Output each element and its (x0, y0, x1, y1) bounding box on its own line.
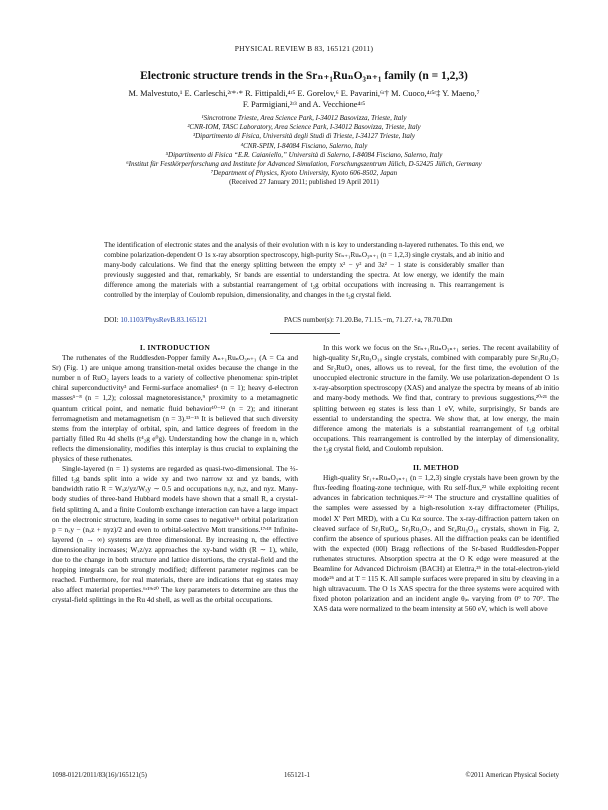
affiliation: ²CNR-IOM, TASC Laboratory, Area Science Park, I-34012 Basovizza, Trieste, Italy (187, 123, 421, 132)
affiliation-list (40, 114, 568, 188)
copyright: ©2011 American Physical Society (465, 772, 559, 779)
abstract: The identification of electronic states and the analysis of their evolution with n is key to understanding n-layered ruthenates. To this end, we combine polarization-dependent O 1s x-ray absorption spectroscopy, high-purity Srₙ₊₁RuₙO₃ₙ₊₁ (n = 1,2,3) single crystals, and ab initio and many-body calculations. We find that the energy splitting between the empty x² − y² and 3z² − 1 state is considerably smaller than previously suggested and that, remarkably, Sr bands are essential to understanding the spectra. At low energy, we identify the main difference among the materials with a substantial rearrangement of t₂g orbital occupations with increasing n. This rearrangement is controlled by the interplay of Coulomb repulsion, dimensionality, and changes in the t₂g crystal field. (104, 241, 504, 299)
affiliation: ⁶Institut für Festkörperforschung and Institute for Advanced Simulation, Forschungszentrum Jülich, D-52425 Jülich, Germany (126, 160, 482, 169)
doi-link[interactable]: 10.1103/PhysRevB.83.165121 (120, 316, 208, 324)
affiliation: ⁷Department of Physics, Kyoto University, Kyoto 606-8502, Japan (210, 169, 398, 178)
doi-label: DOI: (104, 316, 119, 324)
affiliation: ⁵Dipartimento di Fisica “E.R. Caianiello,” Università di Salerno, I-84084 Fisciano, Salerno, Italy (165, 150, 443, 159)
paper-title: Electronic structure trends in the Srₙ₊₁RuₙO₃ₙ₊₁ family (n = 1,2,3) (140, 70, 468, 82)
paragraph: The ruthenates of the Ruddlesden-Popper family Aₙ₊₁RuₙO₃ₙ₊₁ (A = Ca and Sr) (Fig. 1) are unique among transition-metal oxides because the change in the number n of RuO₂ layers leads to a variety of collective phenomena: spin-triplet chiral superconductivity³ and Fermi-surface anomalies⁴ (n = 1); heavy d-electron masses⁵⁻⁸ (n = 1,2); colossal magnetoresistance,⁹ proximity to a metamagnetic quantum critical point, and nematic fluid behavior¹⁰⁻¹² (n = 2); and itinerant ferromagnetism and metamagnetism (n = 3).¹³⁻¹⁵ It is believed that such diversity stems from the interplay of orbital, spin, and lattice degrees of freedom in the partially filled Ru 4d shells (t⁴₂g e⁰g). Understanding how the change in n, which reflects the dimensionality, modifies this interplay is thus crucial to explaining the physics of these ruthenates. (52, 353, 298, 464)
header-divider (270, 333, 340, 334)
author-list (60, 88, 548, 111)
received-dates: (Received 27 January 2011; published 19 April 2011) (229, 178, 379, 187)
paragraph: Single-layered (n = 1) systems are regarded as quasi-two-dimensional. The ⅔-filled t₂g bands split into a wide xy and two narrow xz and yz bands, with bandwidth ratio R = Wₓz/yz/Wₓy ∼ 0.5 and occupations nₓy, nₓz, and nyz. Many-body studies of three-band Hubbard models have shown that a small R, a crystal-field splitting Δ, and a finite Coulomb exchange interaction can have a large impact on the electronic structure, leading in some cases to negative¹⁶ orbital polarization p = nₓy − (nₓz + nyz)/2 and even to orbital-selective Mott transitions.¹⁷ʳ¹⁸ Infinite-layered (n → ∞) systems are three dimensional. By increasing n, the effective dimensionality increases; Wₓz/yz approaches the xy-band width (R ∼ 1), while, due to the change in both structure and lattice distortions, the crystal-field and the hopping integrals can be strongly modified; different parameter regimes can be reached. Furthermore, for real materials, there are indications that eɡ states may also affect material properties.⁶ʳ¹⁹ʳ²⁰ The key parameters to determine are thus the crystal-field splittings in the Ru 4d shell, as well as the orbital occupations. (52, 464, 298, 605)
affiliation: ¹Sincrotrone Trieste, Area Science Park, I-34012 Basovizza, Trieste, Italy (201, 114, 407, 122)
paragraph: In this work we focus on the Srₙ₊₁RuₙO₃ₙ₊₁ series. The recent availability of high-quality Sr₄Ru₃O₁₀ single crystals, combined with comparably pure Sr₃Ru₂O₇ and Sr₂RuO₄ ones, allows us to reveal, for the first time, the evolution of the unoccupied electronic structure in the family. We use polarization-dependent O 1s x-ray-absorption spectroscopy (XAS) and analyze the spectra by means of ab initio and many-body methods. We find that, contrary to previous suggestions,²⁰ʳ²¹ the splitting between eɡ states is less than 1 eV, while, surprisingly, Sr bands are essential to understanding the spectra. We show that, at low energy, the main difference among the materials is a substantial rearrangement of t₂g orbital occupations. This rearrangement is controlled by the interplay of dimensionality, the t₂g crystal field, and Coulomb repulsion. (313, 343, 559, 453)
section-heading: II. METHOD (412, 463, 460, 473)
left-column (52, 343, 298, 605)
section-heading: I. INTRODUCTION (139, 343, 211, 352)
paragraph: High-quality Sr₁₊ₙRuₙO₃ₙ₊₁ (n = 1,2,3) single crystals have been grown by the flux-feeding floating-zone technique, with Ru self-flux,²² while exploiting recent advances in fabrication techniques.²²⁻²⁴ The structure and crystalline qualities of the samples were assessed by a high-resolution x-ray diffractometer (Philips, model X′ Pert MRD), with a Cu Kα source. The x-ray-diffraction pattern taken on cleaved surface of Sr₂RuO₄, Sr₃Ru₂O₇, and Sr₄Ru₃O₁₀ crystals, shown in Fig. 2, confirm the absence of spurious phases. All the diffraction peaks can be identified with the expected (00l) Bragg reflections of the Sr-based Ruddlesden-Popper ruthenates structures. Absorption spectra at the O K edge were measured at the Beamline for Advanced Dichroism (BACH) at Elettra,²⁵ in the total-electron-yield mode²⁶ and at T = 115 K. All sample surfaces were prepared in situ by cleaving in a high ultravacuum. The O 1s XAS spectra for the three systems were acquired with fixed photon polarization and an incident angle θᵢₙ varying from 0° to 70°. The XAS data were normalized to the beam intensity at 560 eV, which is well above (313, 473, 559, 614)
author-line: M. Malvestuto,¹ E. Carleschi,²ʳ*·* R. Fittipaldi,⁴ʳ⁵ E. Gorelov,⁶ E. Pavarini,⁶ʳ† M. Cuoco,⁴ʳ⁵ʳ‡ Y. Maeno,⁷ (128, 89, 480, 98)
author-line: F. Parmigiani,²ʳ³ and A. Vecchione⁴ʳ⁵ (242, 100, 366, 110)
affiliation: ³Dipartimento di Fisica, Università degli Studi di Trieste, I-34127 Trieste, Italy (192, 132, 415, 141)
page-number: 165121-1 (284, 772, 311, 779)
footer-issn: 1098-0121/2011/83(16)/165121(5) (52, 772, 147, 779)
running-head: PHYSICAL REVIEW B 83, 165121 (2011) (234, 44, 374, 53)
doi (104, 316, 207, 324)
pacs-numbers: PACS number(s): 71.20.Be, 71.15.−m, 71.27.+a, 78.70.Dm (284, 316, 453, 324)
affiliation: ⁴CNR-SPIN, I-84084 Fisciano, Salerno, Italy (240, 141, 368, 150)
right-column (313, 343, 559, 614)
